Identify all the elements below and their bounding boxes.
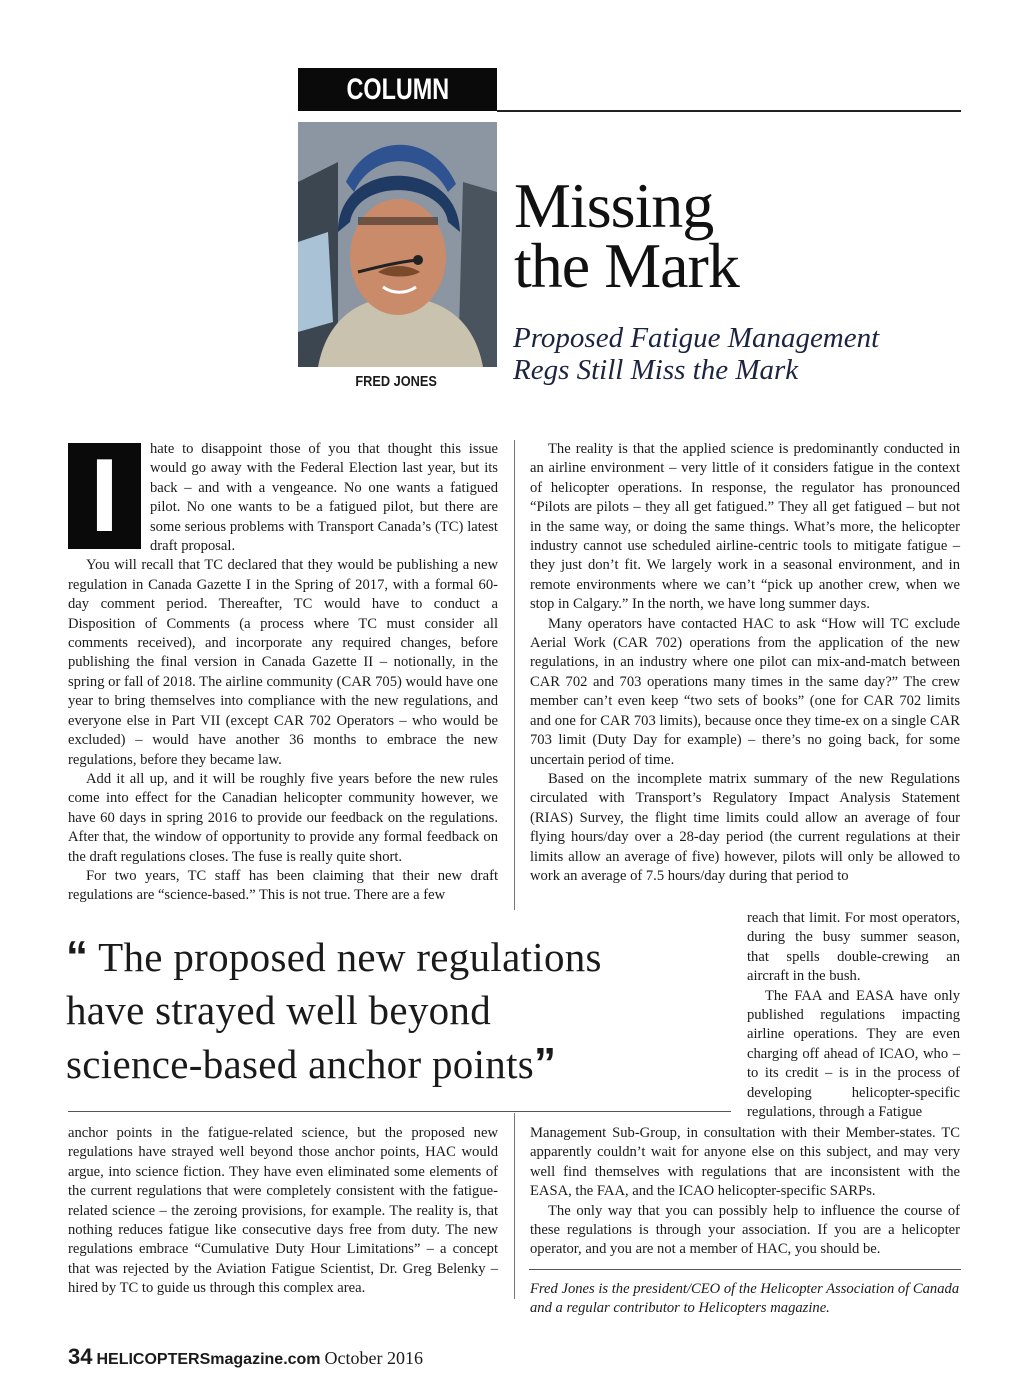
header-rule [497, 110, 961, 112]
article-deck [513, 322, 879, 386]
body-column-left [68, 440, 498, 906]
footer-date: October 2016 [324, 1348, 424, 1368]
author-bio: Fred Jones is the president/CEO of the Helicopter Association of Canada and a regular contributor to Helicopters magazine. [530, 1281, 960, 1317]
body-column-right-bottom [530, 1124, 960, 1260]
paragraph-r3-cont: reach that limit. For most operators, during the busy summer season, that spells double-crewing an aircraft in the bush. [747, 910, 960, 985]
paragraph-r4: The FAA and EASA have only published regulations impacting airline operations. They are even charging off ahead of ICAO, who – to its credit – is in the process of developing helicopter-specific regulations, through a Fatigue [747, 987, 960, 1121]
author-byline: FRED JONES [355, 373, 437, 390]
page-number: 34 [68, 1344, 93, 1369]
page-footer [68, 1344, 423, 1370]
bio-rule [529, 1269, 961, 1270]
paragraph-4-cont: anchor points in the fatigue-related science, but the proposed new regulations have strayed well beyond those anchor points, HAC would argue, into science fiction. They have even eliminated some elements of the current regulations that were completely consistent with the fatigue-related science – the zeroing provisions, for example. The reality is, that nothing reduces fatigue like consecutive days free from duty. The new regulations embrace “Cumulative Duty Hour Limitations” – a concept that was rejected by the Aviation Fatigue Scientist, Dr. Greg Belenky – hired by TC to guide us through this complex area. [68, 1125, 498, 1297]
body-column-right-wrap [747, 909, 960, 1122]
pull-quote-rule [68, 1111, 731, 1112]
paragraph-1: hate to disappoint those of you that thought this issue would go away with the Federal Election last year, but its back – and with a vengeance. No one wants a fatigued pilot. No one wants to be a fatigued pilot, but there are some serious problems with Transport Canada’s (TC) latest draft proposal. [150, 441, 498, 555]
paragraph-r4-cont: Management Sub-Group, in consultation with their Member-states. TC apparently couldn’t wait for anyone else on this subject, and may very well find themselves with regulations that are inconsistent with the EASA, the FAA, and the ICAO helicopter-specific SARPs. [530, 1125, 960, 1200]
pull-quote [66, 930, 666, 1091]
column-divider [514, 440, 515, 910]
paragraph-4: For two years, TC staff has been claiming that their new draft regulations are “science-based.” This is not true. There are a few [68, 867, 498, 904]
paragraph-r5: The only way that you can possibly help to influence the course of these regulations is through your association. If you are a helicopter operator, and you are not a member of HAC, you should be. [530, 1202, 960, 1258]
paragraph-3: Add it all up, and it will be roughly five years before the new rules come into effect for the Canadian helicopter community however, we have 60 days in spring 2016 to provide our feedback on the regulations. After that, the window of opportunity to provide any formal feedback on the draft regulations closes. The fuse is really quite short. [68, 770, 498, 865]
footer-site: HELICOPTERSmagazine.com [96, 1351, 321, 1368]
pullquote-line-3: science-based anchor points [66, 1041, 535, 1087]
paragraph-2: You will recall that TC declared that they would be publishing a new regulation in Canada Gazette I in the Spring of 2017, with a formal 60-day comment period. Thereafter, TC would have to conduct a Disposition of Comments (a process where TC must consider all comments received), and incorporate any required changes, before publishing the final version in Canada Gazette II – notionally, in the spring or fall of 2018. The airline community (CAR 705) would have one year to bring themselves into compliance with the new regulations, and everyone else in Part VII (except CAR 702 Operators – who would be excluded) – would have another 36 months to embrace the new regulations, before they became law. [68, 557, 498, 768]
body-column-left-bottom [68, 1124, 498, 1299]
section-label: COLUMN [298, 68, 497, 111]
article-title [514, 170, 739, 301]
body-column-right [530, 440, 960, 886]
paragraph-r3: Based on the incomplete matrix summary of the new Regulations circulated with Transport’s Regulatory Impact Analysis Statement (RIAS) Survey, the flight time limits could allow an average of four flying hours/day over a 28-day period (the current regulations at their limits allow an average of five) however, pilots will only be allowed to work an average of 7.5 hours/day during that period to [530, 770, 960, 884]
drop-cap: I [68, 443, 141, 549]
deck-line-2: Regs Still Miss the Mark [513, 354, 799, 386]
pullquote-line-1: The proposed new regulations [98, 934, 602, 980]
title-line-1: Missing [514, 170, 714, 241]
paragraph-r2: Many operators have contacted HAC to ask “How will TC exclude Aerial Work (CAR 702) operations from the application of the new regulations, in an industry where one pilot can mix-and-match between CAR 702 and 703 operations many times in the same day?” The crew member can’t even keep “two sets of books” (one for CAR 702 limits and one for CAR 703 limits), because once they time-ex on a single CAR 703 limit (Duty Day for example) – there’s no going back, for some uncertain period of time. [530, 615, 960, 768]
column-divider-bottom [514, 1113, 515, 1299]
paragraph-r1: The reality is that the applied science is predominantly conducted in an airline environment – very little of it considers fatigue in the context of helicopter operations. In response, the regulator has pronounced “Pilots are pilots – they all get fatigued.” They all get fatigued – but not in the same way, or doing the same things. What’s more, the helicopter industry cannot use scheduled airline-centric tools to mitigate fatigue – they just don’t fit. We largely work in a seasonal environment, and in remote environments where we can’t “pick up another crew, when we stop in Calgary.” In the north, we have long summer days. [530, 441, 960, 613]
open-quote-icon: “ [66, 932, 89, 981]
deck-line-1: Proposed Fatigue Management [513, 322, 880, 354]
title-line-2: the Mark [514, 230, 739, 301]
close-quote-icon: ” [534, 1039, 557, 1088]
pullquote-line-2: have strayed well beyond [66, 987, 492, 1033]
author-photo [298, 122, 497, 367]
